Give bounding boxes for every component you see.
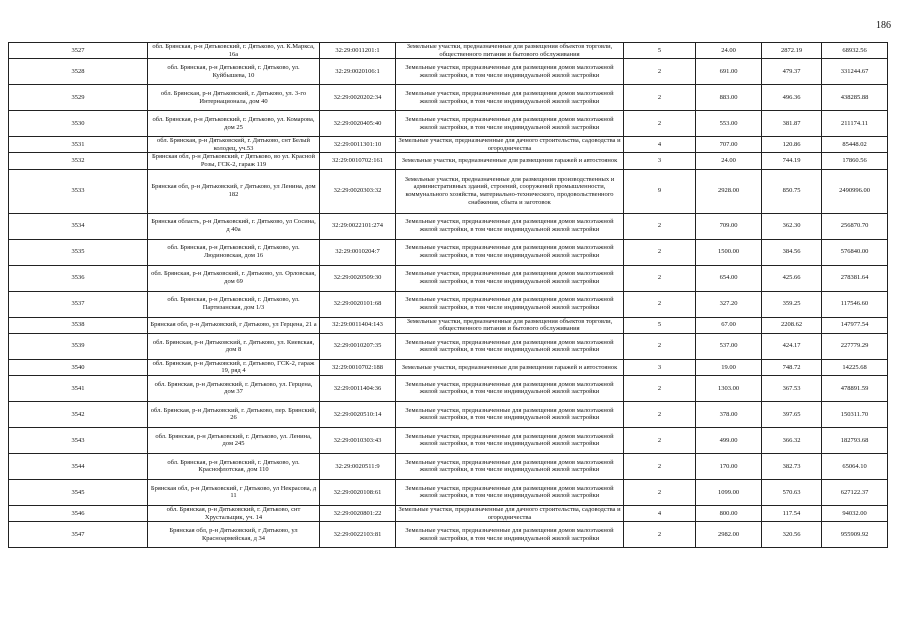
cell-entry-number: 3547 bbox=[9, 522, 148, 548]
table-row bbox=[9, 291, 888, 317]
table-row bbox=[9, 401, 888, 427]
table-row bbox=[9, 317, 888, 333]
cell-area: 378.00 bbox=[696, 401, 762, 427]
cell-cadastral-number: 32:29:0020106:1 bbox=[320, 59, 396, 85]
cell-cadastral-number: 32:29:0010303:43 bbox=[320, 427, 396, 453]
cell-address: обл. Брянская, р-н Дятьковский, г. Дятьково, снт Хрустальщик, уч. 14 bbox=[148, 505, 320, 521]
cell-entry-number: 3534 bbox=[9, 213, 148, 239]
cell-cadastral-number: 32:29:0020511:9 bbox=[320, 453, 396, 479]
table-row bbox=[9, 111, 888, 137]
cell-address: Брянская обл, р-н Дятьковский, г Дятьково, ул Ленина, дом 182 bbox=[148, 169, 320, 213]
cell-entry-number: 3537 bbox=[9, 291, 148, 317]
cell-area: 67.00 bbox=[696, 317, 762, 333]
cell-land-use: Земельные участки, предназначенные для размещения домов малоэтажной жилой застройки, в том числе индивидуальной жилой застройки bbox=[396, 85, 624, 111]
cell-cadastral-number: 32:29:0020101:68 bbox=[320, 291, 396, 317]
cell-land-use: Земельные участки, предназначенные для дачного строительства, садоводства и огородничества bbox=[396, 505, 624, 521]
cell-cadastral-number: 32:29:0011201:1 bbox=[320, 43, 396, 59]
cell-group: 2 bbox=[624, 453, 696, 479]
cell-address: обл. Брянская, р-н Дятьковский, г. Дятьково, ул. Ленина, дом 245 bbox=[148, 427, 320, 453]
cell-cadastral-number: 32:29:0010207:35 bbox=[320, 333, 396, 359]
cell-specific-value: 381.87 bbox=[762, 111, 822, 137]
cell-area: 537.00 bbox=[696, 333, 762, 359]
cell-address: обл. Брянская, р-н Дятьковский, г. Дятьково, ул. 3-го Интернационала, дом 40 bbox=[148, 85, 320, 111]
cell-address: обл. Брянская, р-н Дятьковский, г. Дятьково, снт Белый колодец, уч.53 bbox=[148, 137, 320, 153]
cell-cadastral-number: 32:29:0010702:161 bbox=[320, 153, 396, 169]
table-row bbox=[9, 375, 888, 401]
cell-address: обл. Брянская, р-н Дятьковский, г. Дятьково, ул. К.Маркса, 16а bbox=[148, 43, 320, 59]
cell-entry-number: 3540 bbox=[9, 359, 148, 375]
cell-specific-value: 425.66 bbox=[762, 265, 822, 291]
cell-cadastral-number: 32:29:0011301:10 bbox=[320, 137, 396, 153]
cell-group: 2 bbox=[624, 85, 696, 111]
cell-specific-value: 496.36 bbox=[762, 85, 822, 111]
cell-land-use: Земельные участки, предназначенные для размещения домов малоэтажной жилой застройки, в том числе индивидуальной жилой застройки bbox=[396, 265, 624, 291]
cell-entry-number: 3527 bbox=[9, 43, 148, 59]
cell-land-use: Земельные участки, предназначенные для размещения объектов торговли, общественного питания и бытового обслуживания bbox=[396, 317, 624, 333]
cell-land-use: Земельные участки, предназначенные для размещения домов малоэтажной жилой застройки, в том числе индивидуальной жилой застройки bbox=[396, 427, 624, 453]
cell-cadastral-value: 438285.88 bbox=[822, 85, 888, 111]
cell-address: обл. Брянская, р-н Дятьковский, г. Дятьково, ул. Киевская, дом 8 bbox=[148, 333, 320, 359]
cell-entry-number: 3529 bbox=[9, 85, 148, 111]
cell-land-use: Земельные участки, предназначенные для дачного строительства, садоводства и огородничества bbox=[396, 137, 624, 153]
table-row bbox=[9, 59, 888, 85]
cell-cadastral-number: 32:29:0020303:32 bbox=[320, 169, 396, 213]
cell-area: 553.00 bbox=[696, 111, 762, 137]
cell-entry-number: 3538 bbox=[9, 317, 148, 333]
cell-land-use: Земельные участки, предназначенные для размещения домов малоэтажной жилой застройки, в том числе индивидуальной жилой застройки bbox=[396, 375, 624, 401]
cell-cadastral-value: 211174.11 bbox=[822, 111, 888, 137]
cell-cadastral-value: 117546.60 bbox=[822, 291, 888, 317]
cell-cadastral-number: 32:29:0010204:7 bbox=[320, 239, 396, 265]
cell-entry-number: 3545 bbox=[9, 479, 148, 505]
cell-specific-value: 362.30 bbox=[762, 213, 822, 239]
cell-cadastral-number: 32:29:0011404:143 bbox=[320, 317, 396, 333]
cell-land-use: Земельные участки, предназначенные для размещения гаражей и автостоянок bbox=[396, 359, 624, 375]
table-row bbox=[9, 479, 888, 505]
cell-cadastral-value: 147977.54 bbox=[822, 317, 888, 333]
cell-cadastral-value: 14225.68 bbox=[822, 359, 888, 375]
table-row bbox=[9, 137, 888, 153]
cell-cadastral-value: 2490996.00 bbox=[822, 169, 888, 213]
table-row bbox=[9, 522, 888, 548]
cell-cadastral-number: 32:29:0020510:14 bbox=[320, 401, 396, 427]
cell-group: 2 bbox=[624, 265, 696, 291]
cell-specific-value: 117.54 bbox=[762, 505, 822, 521]
cell-specific-value: 382.73 bbox=[762, 453, 822, 479]
cell-address: обл. Брянская, р-н Дятьковский, г. Дятьково, ул. Комарова, дом 25 bbox=[148, 111, 320, 137]
cell-group: 2 bbox=[624, 479, 696, 505]
cell-area: 327.20 bbox=[696, 291, 762, 317]
cell-area: 170.00 bbox=[696, 453, 762, 479]
cell-entry-number: 3543 bbox=[9, 427, 148, 453]
cell-cadastral-value: 65064.10 bbox=[822, 453, 888, 479]
table-row bbox=[9, 505, 888, 521]
cell-specific-value: 744.19 bbox=[762, 153, 822, 169]
cell-cadastral-number: 32:29:0011404:36 bbox=[320, 375, 396, 401]
cell-entry-number: 3535 bbox=[9, 239, 148, 265]
page-number: 186 bbox=[876, 20, 891, 31]
cell-entry-number: 3532 bbox=[9, 153, 148, 169]
cell-land-use: Земельные участки, предназначенные для размещения домов малоэтажной жилой застройки, в том числе индивидуальной жилой застройки bbox=[396, 213, 624, 239]
cell-entry-number: 3542 bbox=[9, 401, 148, 427]
cell-group: 3 bbox=[624, 153, 696, 169]
cell-cadastral-number: 32:29:0020509:30 bbox=[320, 265, 396, 291]
cell-entry-number: 3539 bbox=[9, 333, 148, 359]
cell-cadastral-number: 32:29:0020405:40 bbox=[320, 111, 396, 137]
cell-group: 2 bbox=[624, 427, 696, 453]
cell-address: Брянская область, р-н Дятьковский, г. Дятьково, ул Сосина, д 40а bbox=[148, 213, 320, 239]
cell-area: 707.00 bbox=[696, 137, 762, 153]
cell-specific-value: 359.25 bbox=[762, 291, 822, 317]
cell-land-use: Земельные участки, предназначенные для размещения домов малоэтажной жилой застройки, в том числе индивидуальной жилой застройки bbox=[396, 59, 624, 85]
cell-land-use: Земельные участки, предназначенные для размещения домов малоэтажной жилой застройки, в том числе индивидуальной жилой застройки bbox=[396, 479, 624, 505]
cell-specific-value: 570.63 bbox=[762, 479, 822, 505]
cell-group: 5 bbox=[624, 317, 696, 333]
cell-cadastral-value: 627122.37 bbox=[822, 479, 888, 505]
cell-cadastral-value: 955909.92 bbox=[822, 522, 888, 548]
cell-area: 691.00 bbox=[696, 59, 762, 85]
cell-cadastral-number: 32:29:0020108:61 bbox=[320, 479, 396, 505]
cell-specific-value: 2872.19 bbox=[762, 43, 822, 59]
cell-specific-value: 479.37 bbox=[762, 59, 822, 85]
cell-entry-number: 3541 bbox=[9, 375, 148, 401]
cell-cadastral-value: 278381.64 bbox=[822, 265, 888, 291]
cell-land-use: Земельные участки, предназначенные для размещения производственных и административных зданий, строений, сооружений промышленности, коммунального хозяйства, материально-технического, продовольственного снабжения, сбыта и заготовок bbox=[396, 169, 624, 213]
cell-land-use: Земельные участки, предназначенные для размещения домов малоэтажной жилой застройки, в том числе индивидуальной жилой застройки bbox=[396, 522, 624, 548]
cell-cadastral-value: 256870.70 bbox=[822, 213, 888, 239]
cell-land-use: Земельные участки, предназначенные для размещения домов малоэтажной жилой застройки, в том числе индивидуальной жилой застройки bbox=[396, 333, 624, 359]
cell-group: 2 bbox=[624, 291, 696, 317]
cell-address: обл. Брянская, р-н Дятьковский, г. Дятьково, ул. Куйбышева, 10 bbox=[148, 59, 320, 85]
cell-specific-value: 2208.62 bbox=[762, 317, 822, 333]
cell-group: 2 bbox=[624, 213, 696, 239]
cell-specific-value: 384.56 bbox=[762, 239, 822, 265]
cell-cadastral-value: 68932.56 bbox=[822, 43, 888, 59]
cell-area: 19.00 bbox=[696, 359, 762, 375]
cell-address: Брянская обл, р-н Дятьковский, г Дятьково, во ул. Красной Розы, ГСК-2, гараж 119 bbox=[148, 153, 320, 169]
cell-land-use: Земельные участки, предназначенные для размещения объектов торговли, общественного питания и бытового обслуживания bbox=[396, 43, 624, 59]
cell-address: обл. Брянская, р-н Дятьковский, г. Дятьково, ул. Краснофлотская, дом 110 bbox=[148, 453, 320, 479]
cell-land-use: Земельные участки, предназначенные для размещения домов малоэтажной жилой застройки, в том числе индивидуальной жилой застройки bbox=[396, 453, 624, 479]
cell-area: 24.00 bbox=[696, 153, 762, 169]
cell-group: 2 bbox=[624, 333, 696, 359]
cell-land-use: Земельные участки, предназначенные для размещения домов малоэтажной жилой застройки, в том числе индивидуальной жилой застройки bbox=[396, 111, 624, 137]
cell-area: 499.00 bbox=[696, 427, 762, 453]
table-row bbox=[9, 43, 888, 59]
cell-specific-value: 367.53 bbox=[762, 375, 822, 401]
cell-area: 2928.00 bbox=[696, 169, 762, 213]
cell-entry-number: 3533 bbox=[9, 169, 148, 213]
cell-entry-number: 3546 bbox=[9, 505, 148, 521]
cell-cadastral-number: 32:29:0020202:34 bbox=[320, 85, 396, 111]
table-row bbox=[9, 239, 888, 265]
cell-cadastral-number: 32:29:0022101:274 bbox=[320, 213, 396, 239]
cell-group: 2 bbox=[624, 522, 696, 548]
cell-cadastral-number: 32:29:0020801:22 bbox=[320, 505, 396, 521]
cell-group: 4 bbox=[624, 505, 696, 521]
cell-area: 1303.00 bbox=[696, 375, 762, 401]
cell-address: Брянская обл, р-н Дятьковский, г Дятьково, ул Красноармейская, д 34 bbox=[148, 522, 320, 548]
cell-entry-number: 3528 bbox=[9, 59, 148, 85]
table-row bbox=[9, 453, 888, 479]
table-row bbox=[9, 85, 888, 111]
cell-entry-number: 3530 bbox=[9, 111, 148, 137]
cell-group: 2 bbox=[624, 59, 696, 85]
cell-specific-value: 120.86 bbox=[762, 137, 822, 153]
cell-address: обл. Брянская, р-н Дятьковский, г. Дятьково, ул. Партизанская, дом 1/3 bbox=[148, 291, 320, 317]
table-body bbox=[9, 43, 888, 548]
cell-specific-value: 320.56 bbox=[762, 522, 822, 548]
cell-group: 2 bbox=[624, 375, 696, 401]
cell-address: Брянская обл, р-н Дятьковский, г Дятьково, ул Некрасова, д 11 bbox=[148, 479, 320, 505]
table-row bbox=[9, 359, 888, 375]
cell-land-use: Земельные участки, предназначенные для размещения домов малоэтажной жилой застройки, в том числе индивидуальной жилой застройки bbox=[396, 291, 624, 317]
cell-cadastral-value: 227779.29 bbox=[822, 333, 888, 359]
cell-area: 800.00 bbox=[696, 505, 762, 521]
cell-group: 2 bbox=[624, 111, 696, 137]
cell-cadastral-value: 182793.68 bbox=[822, 427, 888, 453]
table-row bbox=[9, 333, 888, 359]
cell-cadastral-number: 32:29:0010702:188 bbox=[320, 359, 396, 375]
cell-area: 1500.00 bbox=[696, 239, 762, 265]
cell-cadastral-value: 478891.59 bbox=[822, 375, 888, 401]
cell-address: обл. Брянская, р-н Дятьковский, г. Дятьково, пер. Брянский, 26 bbox=[148, 401, 320, 427]
cell-address: обл. Брянская, р-н Дятьковский, г. Дятьково, ул. Орловская, дом 69 bbox=[148, 265, 320, 291]
table-row bbox=[9, 213, 888, 239]
cell-group: 2 bbox=[624, 239, 696, 265]
cell-group: 4 bbox=[624, 137, 696, 153]
cell-cadastral-value: 576840.00 bbox=[822, 239, 888, 265]
cell-land-use: Земельные участки, предназначенные для размещения гаражей и автостоянок bbox=[396, 153, 624, 169]
table-row bbox=[9, 427, 888, 453]
cell-group: 2 bbox=[624, 401, 696, 427]
cell-entry-number: 3536 bbox=[9, 265, 148, 291]
cell-address: обл. Брянская, р-н Дятьковский, г. Дятьково, ул. Герцена, дом 37 bbox=[148, 375, 320, 401]
table-row bbox=[9, 169, 888, 213]
cell-specific-value: 850.75 bbox=[762, 169, 822, 213]
table-row bbox=[9, 153, 888, 169]
cell-address: обл. Брянская, р-н Дятьковский, г. Дятьково, ул. Людиновская, дом 16 bbox=[148, 239, 320, 265]
cell-group: 9 bbox=[624, 169, 696, 213]
cell-specific-value: 397.65 bbox=[762, 401, 822, 427]
cell-area: 24.00 bbox=[696, 43, 762, 59]
cell-entry-number: 3544 bbox=[9, 453, 148, 479]
cell-group: 5 bbox=[624, 43, 696, 59]
cell-area: 2982.00 bbox=[696, 522, 762, 548]
cell-land-use: Земельные участки, предназначенные для размещения домов малоэтажной жилой застройки, в том числе индивидуальной жилой застройки bbox=[396, 401, 624, 427]
table-row bbox=[9, 265, 888, 291]
cell-group: 3 bbox=[624, 359, 696, 375]
cell-area: 709.00 bbox=[696, 213, 762, 239]
land-register-table bbox=[8, 42, 888, 548]
cell-specific-value: 366.32 bbox=[762, 427, 822, 453]
cell-area: 883.00 bbox=[696, 85, 762, 111]
cell-cadastral-value: 85448.02 bbox=[822, 137, 888, 153]
cell-address: Брянская обл, р-н Дятьковский, г Дятьково, ул Герцена, 21 а bbox=[148, 317, 320, 333]
cell-cadastral-value: 17860.56 bbox=[822, 153, 888, 169]
cell-specific-value: 424.17 bbox=[762, 333, 822, 359]
cell-land-use: Земельные участки, предназначенные для размещения домов малоэтажной жилой застройки, в том числе индивидуальной жилой застройки bbox=[396, 239, 624, 265]
cell-address: обл. Брянская, р-н Дятьковский, г. Дятьково, ГСК-2, гараж 19, ряд 4 bbox=[148, 359, 320, 375]
cell-area: 654.00 bbox=[696, 265, 762, 291]
cell-cadastral-number: 32:29:0022103:81 bbox=[320, 522, 396, 548]
cell-cadastral-value: 94032.00 bbox=[822, 505, 888, 521]
cell-cadastral-value: 331244.67 bbox=[822, 59, 888, 85]
cell-entry-number: 3531 bbox=[9, 137, 148, 153]
cell-area: 1099.00 bbox=[696, 479, 762, 505]
cell-cadastral-value: 150311.70 bbox=[822, 401, 888, 427]
cell-specific-value: 748.72 bbox=[762, 359, 822, 375]
